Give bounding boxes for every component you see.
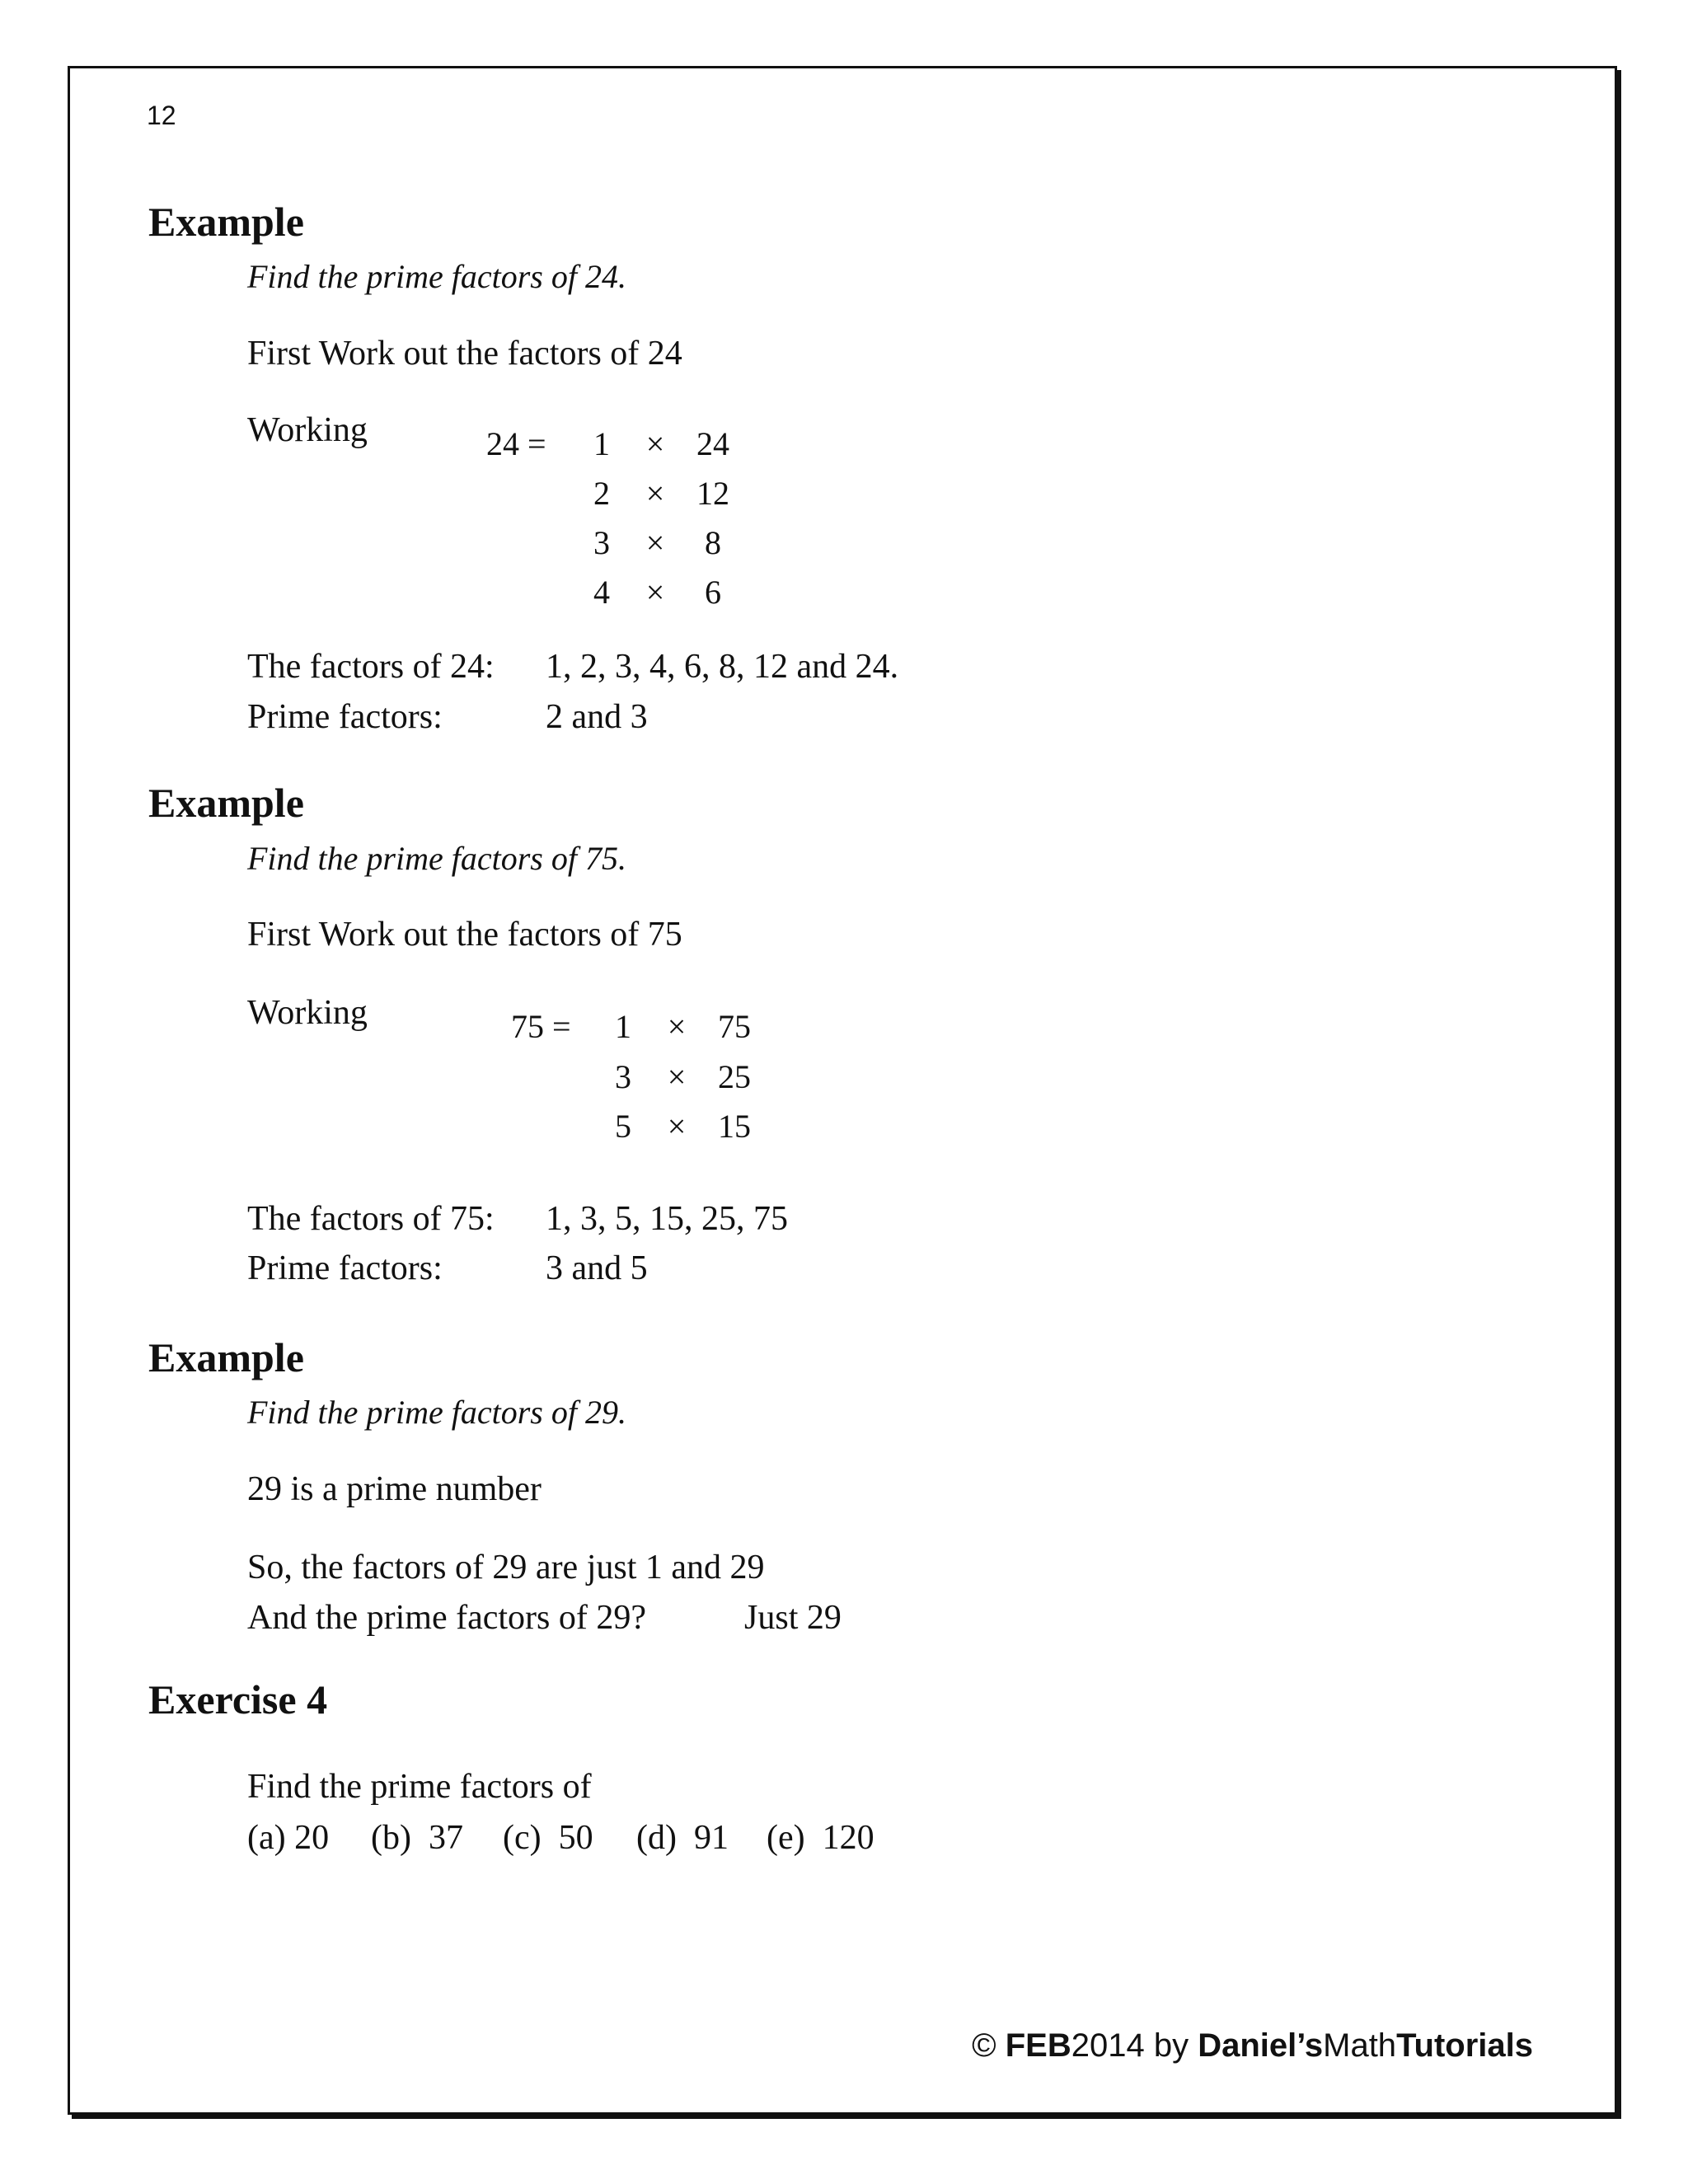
example-2-working-label: Working [247, 994, 368, 1032]
example-1-working-lhs: 24 = [486, 425, 546, 462]
example-1-factors-value: 1, 2, 3, 4, 6, 8, 12 and 24. [546, 648, 899, 686]
page-number: 12 [147, 101, 176, 130]
example-3-heading: Example [148, 1334, 304, 1380]
example-1-row-3-b: 8 [705, 524, 721, 561]
example-1-row-1-b: 24 [696, 425, 729, 462]
exercise-instruction: Find the prime factors of [247, 1768, 592, 1806]
example-1-prompt: Find the prime factors of 24. [247, 258, 626, 295]
example-3-line-3-question: And the prime factors of 29? [247, 1599, 647, 1637]
exercise-item-e: (e) 120 [767, 1819, 874, 1857]
example-1-row-2-b: 12 [696, 475, 729, 512]
example-1-row-4-op: × [645, 574, 665, 611]
example-2-intro: First Work out the factors of 75 [247, 916, 682, 954]
footer-author: Daniel’s [1198, 2027, 1324, 2064]
example-1-row-1-op: × [645, 425, 665, 462]
example-2-row-2-op: × [667, 1058, 687, 1095]
copyright-symbol: © [972, 2027, 996, 2064]
example-3-line-3-answer: Just 29 [744, 1599, 842, 1637]
example-1-working-label: Working [247, 411, 368, 449]
example-2-heading: Example [148, 780, 304, 826]
example-1-row-4-a: 4 [593, 574, 610, 611]
example-1-row-3-op: × [645, 524, 665, 561]
example-1-row-2-op: × [645, 475, 665, 512]
footer-by: by [1153, 2027, 1189, 2064]
example-3-prompt: Find the prime factors of 29. [247, 1394, 626, 1431]
exercise-item-d: (d) 91 [636, 1819, 729, 1857]
example-2-row-1-b: 75 [718, 1008, 751, 1045]
footer-subject: Math [1323, 2027, 1397, 2064]
footer-month: FEB [1005, 2027, 1071, 2064]
example-2-row-3-op: × [667, 1108, 687, 1145]
example-2-factors-label: The factors of 75: [247, 1200, 495, 1238]
example-1-factors-label: The factors of 24: [247, 648, 495, 686]
example-1-prime-value: 2 and 3 [546, 698, 648, 736]
footer-brand: Tutorials [1396, 2027, 1533, 2064]
example-2-factors-value: 1, 3, 5, 15, 25, 75 [546, 1200, 788, 1238]
exercise-item-b: (b) 37 [371, 1819, 463, 1857]
example-1-heading: Example [148, 199, 304, 245]
example-1-row-3-a: 3 [593, 524, 610, 561]
example-2-row-1-op: × [667, 1008, 687, 1045]
example-1-intro: First Work out the factors of 24 [247, 335, 682, 373]
exercise-item-c: (c) 50 [503, 1819, 593, 1857]
example-2-prime-value: 3 and 5 [546, 1249, 648, 1287]
example-2-prime-label: Prime factors: [247, 1249, 443, 1287]
example-2-row-2-a: 3 [615, 1058, 631, 1095]
example-3-line-2: So, the factors of 29 are just 1 and 29 [247, 1549, 765, 1586]
footer-copyright [972, 2027, 1533, 2064]
example-2-row-1-a: 1 [615, 1008, 631, 1045]
example-2-row-3-b: 15 [718, 1108, 751, 1145]
example-2-working-lhs: 75 = [511, 1008, 571, 1045]
example-2-row-3-a: 5 [615, 1108, 631, 1145]
footer-year: 2014 [1071, 2027, 1145, 2064]
example-2-prompt: Find the prime factors of 75. [247, 840, 626, 877]
exercise-heading: Exercise 4 [148, 1676, 328, 1722]
example-2-row-2-b: 25 [718, 1058, 751, 1095]
example-3-line-1: 29 is a prime number [247, 1470, 542, 1508]
example-1-row-4-b: 6 [705, 574, 721, 611]
example-1-row-2-a: 2 [593, 475, 610, 512]
example-1-prime-label: Prime factors: [247, 698, 443, 736]
example-1-row-1-a: 1 [593, 425, 610, 462]
exercise-item-a: (a) 20 [247, 1819, 330, 1857]
